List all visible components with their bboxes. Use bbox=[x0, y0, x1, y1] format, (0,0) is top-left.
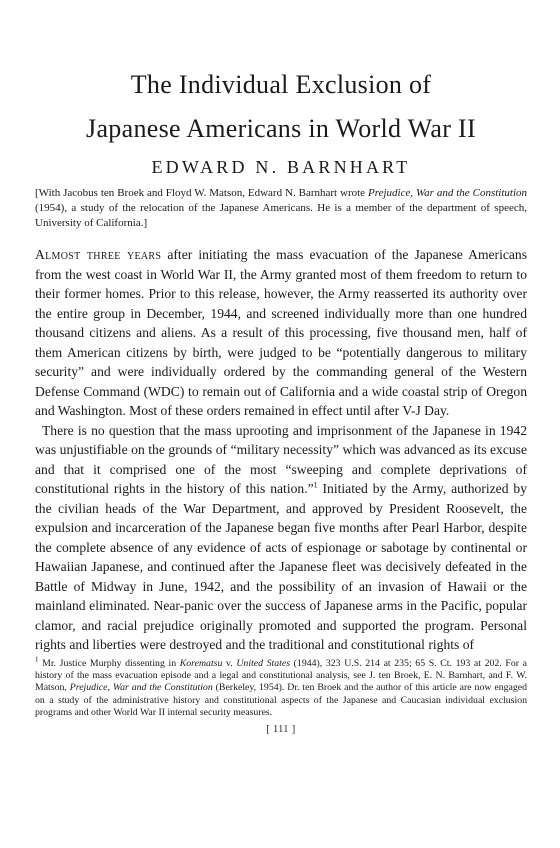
author-note-text-2: (1954), a study of the relocation of the Japanese Americans. He is a member of the department of speech, University of California.] bbox=[35, 202, 527, 229]
body-paragraph-1-text: after initiating the mass evacuation of the Japanese Americans from the west coast in World War II, the Army granted most of them freedom to return to their former homes. Prior to this release, however, the Army reasserted its authority over the entire group in December, 1944, and screened individually more than one hundred thousand citizens and aliens. As a result of this processing, five thousand men, half of them American citizens by birth, were judged to be “potentially dangerous to military security” and were individually ordered by the commanding general of the Western Defense Command (WDC) to remain out of California and a wide coastal strip of Oregon and Washington. Most of these orders remained in effect until after V-J Day. bbox=[35, 247, 528, 418]
footnote-book-title: Prejudice, War and the Constitution bbox=[69, 682, 213, 694]
footnote-case-name: Korematsu bbox=[179, 657, 223, 669]
body-paragraph-2 bbox=[35, 421, 527, 655]
footnote-reference-1: 1 bbox=[313, 480, 318, 490]
footnote-1 bbox=[35, 655, 527, 720]
article-title-line-1: The Individual Exclusion of bbox=[130, 70, 432, 99]
author-note bbox=[35, 186, 527, 231]
author-note-text-1: [With Jacobus ten Broek and Floyd W. Matson, Edward N. Barnhart wrote bbox=[35, 187, 368, 199]
footnote-text-d: (Berkeley, 1954). Dr. ten Broek and the author of this article are now engaged on a study of the administrative history and constitutional aspects of the Japanese and Caucasian individual exclusion programs and other World War II internal security measures. bbox=[35, 682, 527, 719]
article-body bbox=[35, 245, 527, 655]
page-number: [ 111 ] bbox=[266, 723, 296, 735]
footnote-text-c: (1944), 323 U.S. 214 at 235; 65 S. Ct. 193 at 202. For a history of the mass evacuation episode and a legal and constitutional analysis, see J. ten Broek, E. N. Barnhart, and F. W. Matson, bbox=[35, 657, 527, 694]
author-note-book-title: Prejudice, War and the Constitution bbox=[367, 187, 528, 199]
body-paragraph-1 bbox=[35, 245, 527, 421]
footnote-mark: 1 bbox=[35, 655, 39, 664]
body-paragraph-2-text-b: Initiated by the Army, authorized by the civilian heads of the War Department, and approved by President Roosevelt, the expulsion and incarceration of the Japanese began five months after Pearl Harbor, despite the complete absence of any evidence of acts of espionage or sabotage by continental or Hawaiian Japanese, and continued after the Japanese fleet was decisively defeated in the Battle of Midway in June, 1942, and the possibility of an invasion of Hawaii or the mainland eliminated. Near-panic over the success of Japanese arms in the Pacific, popular clamor, and racial prejudice originally promoted and supported the program. Personal rights and liberties were destroyed and the traditional and constitutional rights of bbox=[35, 481, 527, 652]
footnote-text-a: Mr. Justice Murphy dissenting in bbox=[38, 657, 180, 669]
body-paragraph-2-text-a: There is no question that the mass uprooting and imprisonment of the Japanese in 1942 was unjustifiable on the grounds of “military necessity” which was advanced as its excuse and that it comprised one of the most “sweeping and complete deprivations of constitutional rights in the history of this nation.” bbox=[35, 422, 527, 496]
footnote-party-name: United States bbox=[236, 657, 291, 669]
author-name: EDWARD N. BARNHART bbox=[151, 157, 411, 177]
lead-in-small-caps: Almost three years bbox=[35, 247, 162, 262]
article-title-line-2: Japanese Americans in World War II bbox=[86, 114, 476, 143]
footnote-text-b: v. bbox=[222, 657, 237, 669]
